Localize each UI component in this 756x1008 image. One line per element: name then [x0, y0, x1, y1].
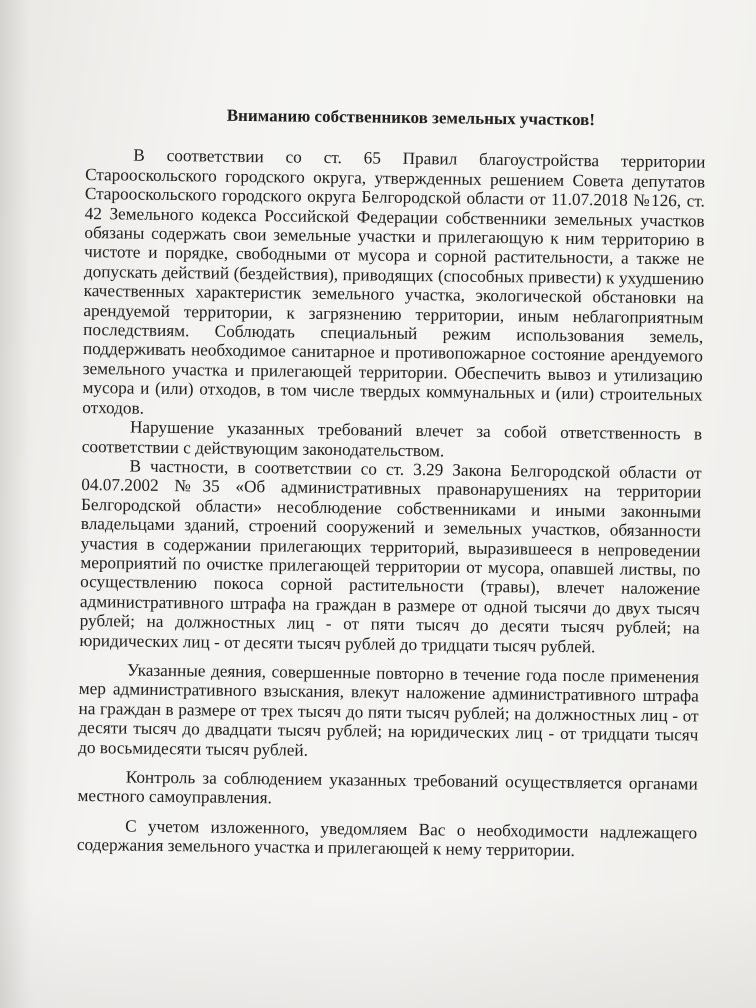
paragraph-control: Контроль за соблюдением указанных требований осуществляется органами местного самоуправления.	[77, 767, 698, 808]
page-shadow-bottom	[0, 888, 756, 1008]
paragraph-repeat-fines: Указанные деяния, совершенные повторно в течение года после применения мер административного взыскания, влекут наложение административного штрафа на граждан в размере от трех тысяч до пяти тысяч рублей; на должностных лиц - от десяти тысяч до двадцати тысяч рублей; на юридических лиц - от тридцати тысяч до восьмидесяти тысяч рублей.	[78, 660, 700, 760]
paragraph-liability: Нарушение указанных требований влечет за собой ответственность в соответствии с действующим законодательством.	[81, 417, 703, 460]
paragraph-notification: С учетом изложенного, уведомляем Вас о необходимости надлежащего содержания земельного участка и прилегающей к нему территории.	[76, 816, 698, 861]
paragraph-fines: В частности, в соответствии со ст. 3.29 Закона Белгородской области от 04.07.2002 №35 «Об административных правонарушениях на территории Белгородской области» несоблюдение собственниками и иными законными владельцами зданий, строений сооружений и земельных участков, обязанности участия в содержании прилегающих территорий, выразившееся в непроведении мероприятий по очистке прилегающей территории от мусора, опавшей листвы, по осуществлению покоса сорной растительности (травы), влечет наложение административного штрафа на граждан в размере от одной тысячи до двух тысяч рублей; на должностных лиц - от пяти тысяч до десяти тысяч рублей; на юридических лиц - от десяти тысяч рублей до тридцати тысяч рублей.	[79, 456, 702, 656]
notice-title: Вниманию собственников земельных участков!	[226, 105, 596, 130]
notice-body	[77, 104, 706, 862]
paragraph-obligations: В соответствии со ст. 65 Правил благоустройства территории Старооскольского городского округа, утвержденных решением Совета депутатов Старооскольского городского округа Белгородской области от 11.07.2018 №126, ст. 42 Земельного кодекса Российской Федерации собственники земельных участков обязаны содержать свои земельные участки и прилегающую к ним территорию в чистоте и порядке, свободными от мусора и сорной растительности, а также не допускать действий (бездействия), приводящих (способных привести) к ухудшению качественных характеристик земельного участка, экологической обстановки на арендуемой территории, к загрязнению территории, иным неблагоприятным последствиям. Соблюдать специальный режим использования земель, поддерживать необходимое санитарное и противопожарное состояние арендуемого земельного участка и прилегающей территории. Обеспечить вывоз и утилизацию мусора и (или) отходов, в том числе твердых коммунальных и (или) строительных отходов.	[82, 145, 706, 418]
page-shadow-left	[0, 0, 30, 1008]
